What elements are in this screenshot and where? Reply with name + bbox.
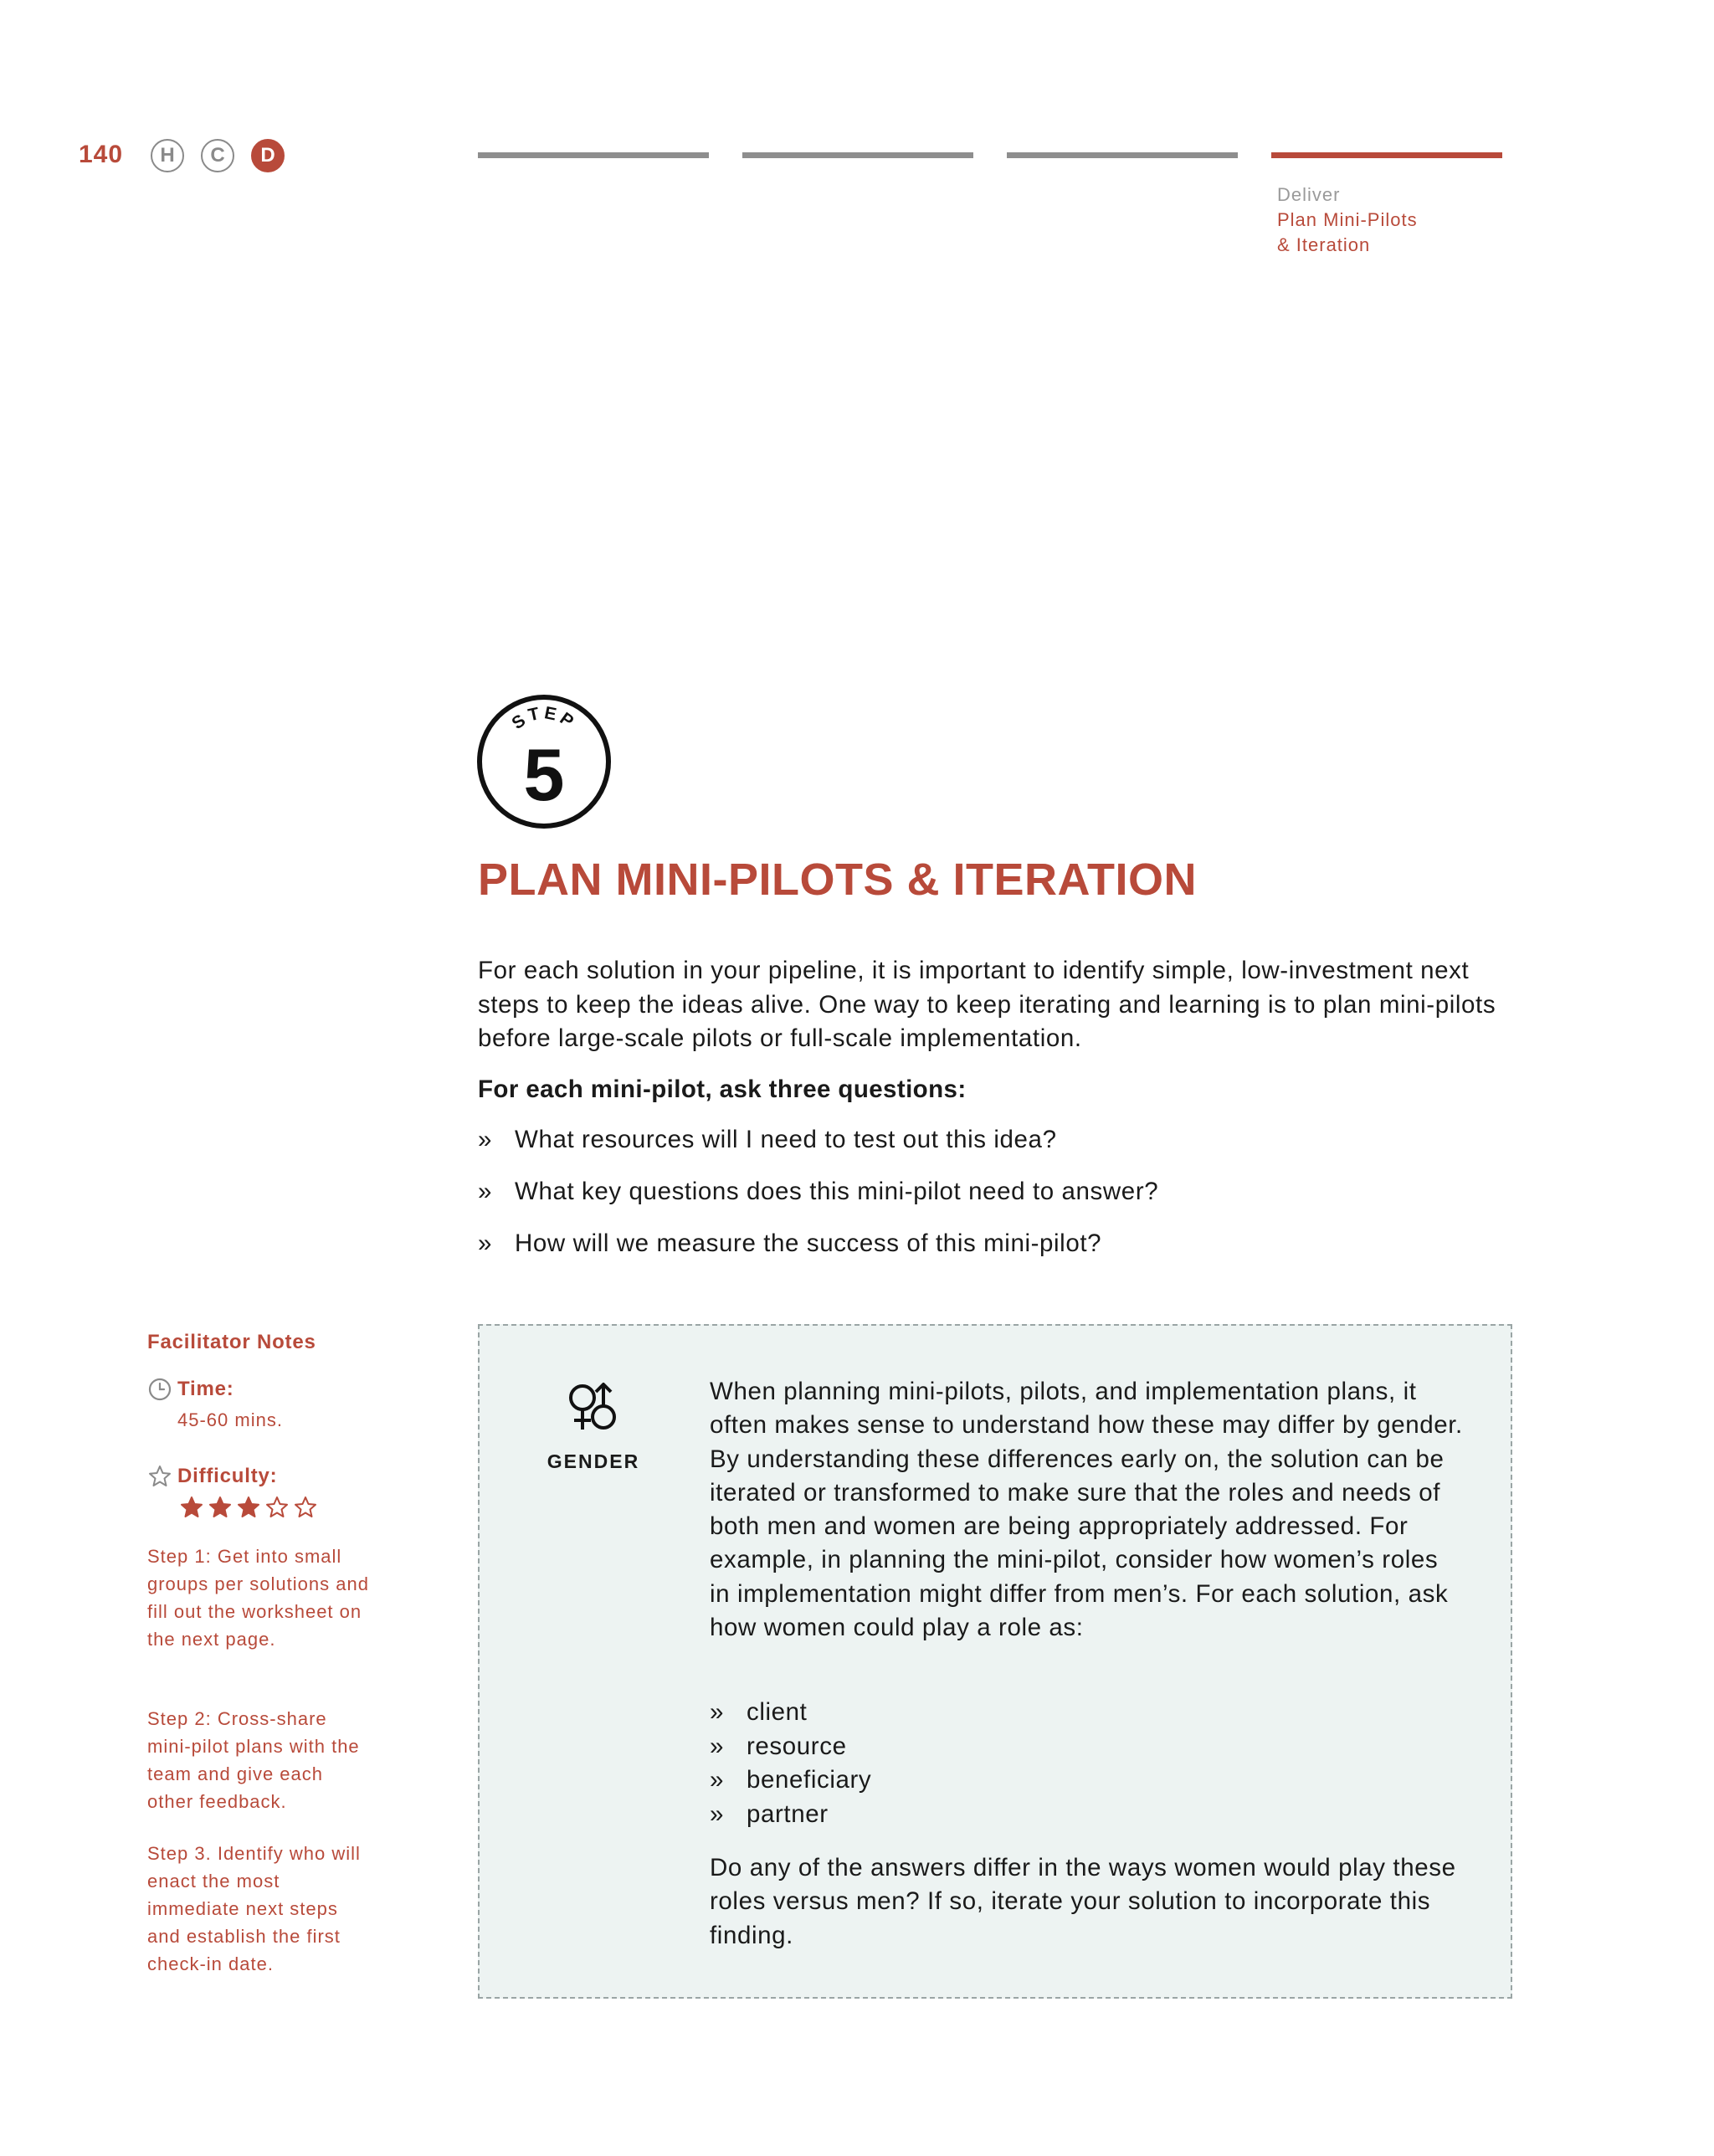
list-item: » beneficiary xyxy=(710,1766,871,1800)
bullet-glyph: » xyxy=(478,1178,493,1205)
step-number: 5 xyxy=(523,733,565,816)
breadcrumb xyxy=(1277,182,1418,258)
gender-paragraph: When planning mini-pilots, pilots, and implementation plans, it often makes sense to understand how these may differ by gender. By understanding these differences early on, the solution can be iterated or transformed to make sure that the roles and needs of both men and women are being appropriately addressed. For example, in planning the mini-pilot, consider how women’s roles in implementation might differ from men’s. For each solution, ask how women could play a role as: xyxy=(710,1378,1463,1642)
svg-text:STEP xyxy=(508,703,579,733)
phase-c-badge: C xyxy=(201,139,234,172)
bullet-glyph: » xyxy=(710,1766,725,1794)
gender-icon xyxy=(566,1381,621,1433)
progress-segment xyxy=(1007,152,1238,158)
bullet-glyph: » xyxy=(478,1229,493,1257)
star-filled-icon xyxy=(208,1495,233,1520)
clock-icon xyxy=(147,1377,172,1402)
list-item: » What resources will I need to test out this idea? xyxy=(478,1126,1158,1178)
progress-segment xyxy=(478,152,709,158)
list-item: » client xyxy=(710,1698,871,1732)
breadcrumb-subsection: & Iteration xyxy=(1277,234,1371,255)
progress-segment-active xyxy=(1271,152,1502,158)
difficulty-label: Difficulty: xyxy=(147,1464,277,1489)
breadcrumb-subsection: Plan Mini-Pilots xyxy=(1277,209,1418,230)
star-filled-icon xyxy=(179,1495,204,1520)
star-empty-icon xyxy=(293,1495,318,1520)
step-badge-icon xyxy=(475,693,613,830)
roles-list xyxy=(710,1698,871,1834)
facilitator-step: Step 2: Cross-share mini-pilot plans with the team and give each other feedback. xyxy=(147,1708,360,1812)
bullet-glyph: » xyxy=(710,1732,725,1760)
intro-paragraph: For each solution in your pipeline, it is important to identify simple, low-investment next steps to keep the ideas alive. One way to keep iterating and learning is to plan mini-pilots before large-scale pilots or full-scale implementation. xyxy=(478,957,1496,1052)
breadcrumb-section: Deliver xyxy=(1277,184,1341,205)
phase-d-badge: D xyxy=(251,139,285,172)
page-number: 140 xyxy=(79,141,124,168)
list-item: » resource xyxy=(710,1732,871,1767)
star-outline-icon xyxy=(147,1464,172,1489)
difficulty-rating xyxy=(179,1495,318,1520)
phase-h-badge: H xyxy=(151,139,184,172)
star-filled-icon xyxy=(236,1495,261,1520)
gender-outro: Do any of the answers differ in the ways women would play these roles versus men? If so, iterate your solution to incorporate this finding. xyxy=(710,1854,1456,1949)
gender-label: GENDER xyxy=(547,1450,640,1472)
bullet-glyph: » xyxy=(710,1799,725,1828)
questions-list xyxy=(478,1126,1158,1281)
list-item: » How will we measure the success of this mini-pilot? xyxy=(478,1229,1158,1281)
progress-segment xyxy=(742,152,973,158)
facilitator-notes-title: Facilitator Notes xyxy=(147,1331,316,1353)
time-label: Time: xyxy=(147,1377,234,1402)
facilitator-step: Step 1: Get into small groups per solutions and fill out the worksheet on the next page. xyxy=(147,1546,369,1650)
page-title: PLAN MINI-PILOTS & ITERATION xyxy=(478,855,1197,905)
step-label: STEP xyxy=(508,703,580,734)
bullet-glyph: » xyxy=(710,1698,725,1726)
questions-heading: For each mini-pilot, ask three questions: xyxy=(478,1075,967,1103)
list-item: » What key questions does this mini-pilot need to answer? xyxy=(478,1178,1158,1229)
list-item: » partner xyxy=(710,1800,871,1835)
star-empty-icon xyxy=(264,1495,290,1520)
time-value: 45-60 mins. xyxy=(177,1409,283,1430)
facilitator-step: Step 3. Identify who will enact the most immediate next steps and establish the first check-in date. xyxy=(147,1843,361,1974)
bullet-glyph: » xyxy=(478,1126,493,1153)
